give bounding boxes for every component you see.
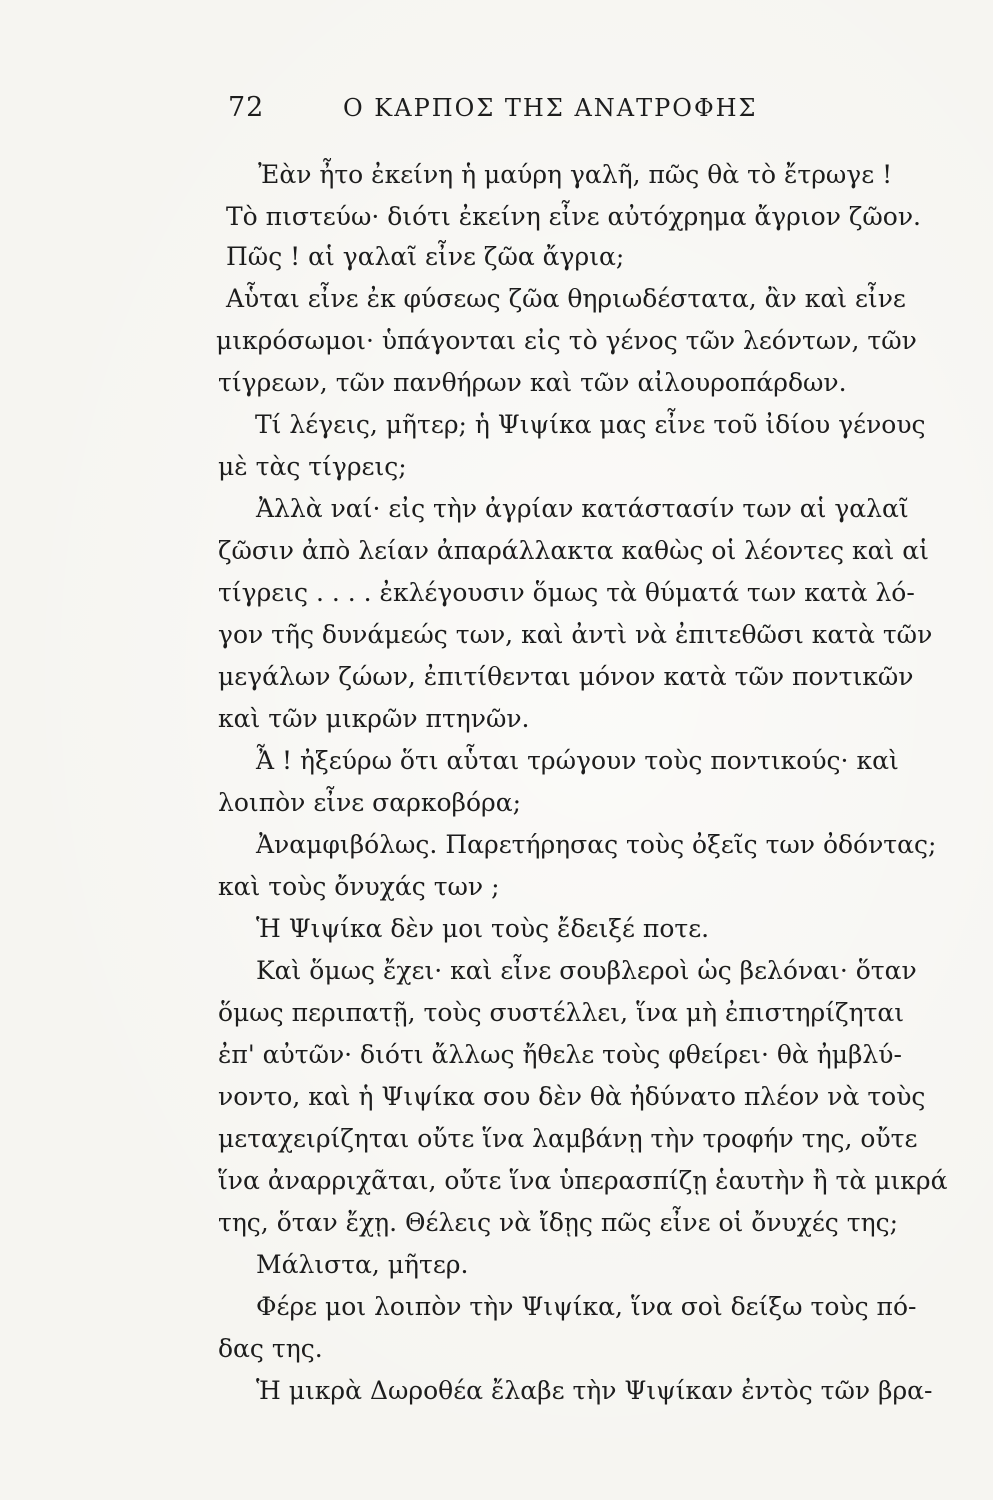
- text-line: Ἐὰν ἦτο ἐκείνη ἡ μαύρη γαλῆ, πῶς θὰ τὸ ἔτρωγε !: [258, 160, 893, 189]
- text-line: δας της.: [218, 1334, 323, 1363]
- text-line: τίγρεις . . . . ἐκλέγουσιν ὅμως τὰ θύματά των κατὰ λό-: [218, 578, 915, 607]
- text-line: της, ὅταν ἔχῃ. Θέλεις νὰ ἴδῃς πῶς εἶνε οἱ ὄνυχές της;: [218, 1208, 898, 1237]
- text-line: Ἀλλὰ ναί· εἰς τὴν ἀγρίαν κατάστασίν των αἱ γαλαῖ: [256, 494, 909, 523]
- text-line: Μάλιστα, μῆτερ.: [256, 1250, 469, 1279]
- text-line: Ἆ ! ἠξεύρω ὅτι αὗται τρώγουν τοὺς ποντικούς· καὶ: [256, 746, 899, 775]
- text-line: καὶ τοὺς ὄνυχάς των ;: [218, 872, 500, 901]
- text-line: Φέρε μοι λοιπὸν τὴν Ψιψίκα, ἵνα σοὶ δείξω τοὺς πό-: [256, 1292, 917, 1321]
- text-line: καὶ τῶν μικρῶν πτηνῶν.: [218, 704, 530, 733]
- text-line: μικρόσωμοι· ὑπάγονται εἰς τὸ γένος τῶν λεόντων, τῶν: [216, 326, 917, 355]
- text-line: μὲ τὰς τίγρεις;: [218, 452, 407, 481]
- text-line: γον τῆς δυνάμεώς των, καὶ ἀντὶ νὰ ἐπιτεθῶσι κατὰ τῶν: [218, 620, 933, 649]
- page-number: 72: [228, 92, 265, 123]
- running-title: Ο ΚΑΡΠΟΣ ΤΗΣ ΑΝΑΤΡΟΦΗΣ: [343, 94, 758, 122]
- text-line: Πῶς ! αἱ γαλαῖ εἶνε ζῶα ἄγρια;: [226, 242, 625, 271]
- text-line: Ἀναμφιβόλως. Παρετήρησας τοὺς ὀξεῖς των ὀδόντας;: [256, 830, 937, 859]
- text-line: Καὶ ὅμως ἔχει· καὶ εἶνε σουβλεροὶ ὡς βελόναι· ὅταν: [256, 956, 917, 985]
- text-line: μεταχειρίζηται οὔτε ἵνα λαμβάνῃ τὴν τροφήν της, οὔτε: [218, 1124, 918, 1153]
- text-line: Αὗται εἶνε ἐκ φύσεως ζῶα θηριωδέστατα, ἂν καὶ εἶνε: [226, 284, 906, 313]
- text-line: ἵνα ἀναρριχᾶται, οὔτε ἵνα ὑπερασπίζῃ ἑαυτὴν ἢ τὰ μικρά: [218, 1166, 948, 1195]
- text-line: Τί λέγεις, μῆτερ; ἡ Ψιψίκα μας εἶνε τοῦ ἰδίου γένους: [255, 410, 926, 439]
- text-line: λοιπὸν εἶνε σαρκοβόρα;: [218, 788, 522, 817]
- text-line: ἐπ' αὐτῶν· διότι ἄλλως ἤθελε τοὺς φθείρει· θὰ ἠμβλύ-: [218, 1040, 902, 1069]
- text-line: τίγρεων, τῶν πανθήρων καὶ τῶν αἰλουροπάρδων.: [218, 368, 847, 397]
- text-line: Τὸ πιστεύω· διότι ἐκείνη εἶνε αὐτόχρημα ἄγριον ζῶον.: [226, 202, 921, 231]
- text-line: ζῶσιν ἀπὸ λείαν ἀπαράλλακτα καθὼς οἱ λέοντες καὶ αἱ: [218, 536, 929, 565]
- text-line: Ἡ μικρὰ Δωροθέα ἔλαβε τὴν Ψιψίκαν ἐντὸς τῶν βρα-: [256, 1376, 933, 1405]
- text-line: μεγάλων ζώων, ἐπιτίθενται μόνον κατὰ τῶν ποντικῶν: [218, 662, 914, 691]
- text-line: νοντο, καὶ ἡ Ψιψίκα σου δὲν θὰ ἠδύνατο πλέον νὰ τοὺς: [218, 1082, 926, 1111]
- text-line: ὅμως περιπατῇ, τοὺς συστέλλει, ἵνα μὴ ἐπιστηρίζηται: [218, 998, 905, 1027]
- text-line: Ἡ Ψιψίκα δὲν μοι τοὺς ἔδειξέ ποτε.: [256, 914, 710, 943]
- page-header: [228, 92, 888, 132]
